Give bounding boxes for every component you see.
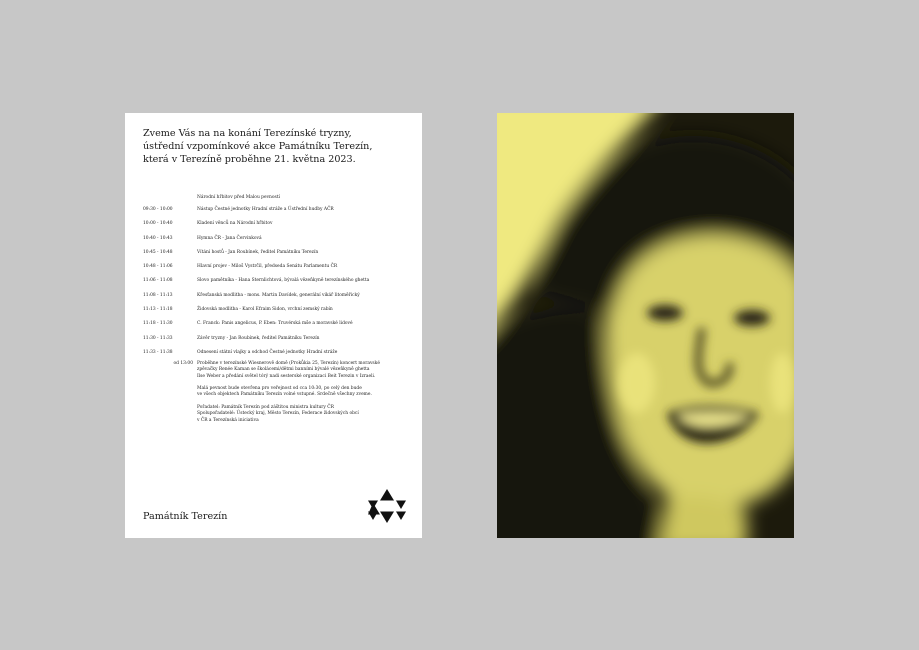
paragraph-line: Malá pevnost bude otevřena pro veřejnost od cca 10:30, po celý den bude bbox=[197, 386, 362, 391]
program-row bbox=[143, 307, 413, 321]
program-time: 09:30 - 10:00 bbox=[143, 207, 173, 212]
program-time: 11:13 - 11:18 bbox=[143, 307, 173, 313]
program-row bbox=[143, 207, 413, 221]
blurred-portrait-image bbox=[497, 113, 794, 538]
program-time: 10:48 - 11:06 bbox=[143, 264, 173, 270]
program-time: 11:30 - 11:33 bbox=[143, 335, 173, 341]
afternoon-time: od 13:00 bbox=[173, 361, 193, 366]
headline-line: která v Terezíně proběhne 21. května 2023. bbox=[143, 154, 356, 165]
program-row bbox=[143, 221, 413, 235]
program-row bbox=[143, 278, 413, 292]
headline-line: Zveme Vás na na konání Terezínské tryzny, bbox=[143, 128, 352, 139]
invitation-card bbox=[125, 113, 422, 538]
program-time: 11:08 - 11:13 bbox=[143, 292, 173, 298]
program-desc: Kladení věnců na Národní hřbitov bbox=[197, 221, 273, 227]
program-desc: Slovo pamětníka - Hana Sternlichtová, bývalá vězeňkyně terezínského ghetta bbox=[197, 278, 370, 284]
invitation-headline bbox=[143, 127, 413, 166]
paragraph-line: Proběhne v terezínské Wiesnerově domě (Prokůkia 25, Terezín) koncert moravské bbox=[197, 361, 380, 366]
concert-paragraph bbox=[197, 361, 417, 380]
program-row bbox=[143, 250, 413, 264]
headline-line: ústřední vzpomínkové akce Památníku Terezín, bbox=[143, 141, 373, 152]
opening-paragraph bbox=[197, 386, 417, 399]
paragraph-line: ve všech objektech Památníku Terezín volné vstupné. Srdečně všechny zveme. bbox=[197, 392, 372, 398]
program-desc: Závěr tryzny - Jan Roubínek, ředitel Památníku Terezín bbox=[197, 335, 320, 341]
portrait-card bbox=[497, 113, 794, 538]
program-desc: Hlavní projev - Miloš Vystrčil, předseda Senátu Parlamentu ČR bbox=[197, 264, 338, 270]
program-time: 11:06 - 11:08 bbox=[143, 278, 173, 284]
paragraph-line: v ČR a Terezínská iniciativa bbox=[197, 417, 259, 423]
program-desc: Odnesení státní vlajky a odchod Čestné jednotky Hradní stráže bbox=[197, 349, 338, 355]
program-desc: Židovská modlitba - Karol Efraim Sidon, vrchní zemský rabín bbox=[197, 307, 333, 313]
organizer-paragraph bbox=[197, 405, 417, 424]
paragraph-line: Pořadatel: Památník Terezín pod záštitou ministra kultury ČR bbox=[197, 405, 334, 410]
program-desc: Křesťanská modlitba - mons. Martin Davídek, generální vikář litoměřický bbox=[197, 292, 360, 298]
program-time: 11:18 - 11:30 bbox=[143, 321, 173, 327]
paragraph-line: zpěvačky Renée Kaman se školácemi/dětmi banními bývalé vězeňkyně ghetta bbox=[197, 367, 370, 373]
paragraph-line: Ilse Weber a předání světel tórý nadi sesterské organizaci Beit Terezin v Izraeli. bbox=[197, 373, 376, 379]
program-desc: C. Franck: Panis angelicus, P. Eben: Truvérská mše a moravské lidové bbox=[197, 321, 353, 327]
program-row bbox=[143, 336, 413, 350]
program-desc: Hymna ČR - Jana Červinková bbox=[197, 235, 262, 241]
program-desc: Vítání hostů - Jan Roubínek, ředitel Památníku Terezín bbox=[197, 249, 319, 255]
institution-name: Památník Terezín bbox=[143, 511, 228, 522]
program-time: 11:33 - 11:38 bbox=[143, 349, 173, 355]
program-list bbox=[143, 207, 413, 364]
venue-heading: Národní hřbitov před Malou pevností bbox=[197, 195, 280, 200]
program-row bbox=[143, 264, 413, 278]
program-time: 10:40 - 10:43 bbox=[143, 235, 173, 241]
star-of-david-icon bbox=[368, 489, 406, 523]
program-row bbox=[143, 293, 413, 307]
program-time: 10:45 - 10:48 bbox=[143, 249, 173, 255]
program-time: 10:00 - 10:40 bbox=[143, 221, 173, 227]
program-row bbox=[143, 321, 413, 335]
program-desc: Nástup Čestné jednotky Hradní stráže a Ústřední hudby AČR bbox=[197, 207, 334, 212]
program-row bbox=[143, 236, 413, 250]
paragraph-line: Spolupořadatelé: Ústecký kraj, Město Terezín, Federace židovských obcí bbox=[197, 411, 359, 417]
